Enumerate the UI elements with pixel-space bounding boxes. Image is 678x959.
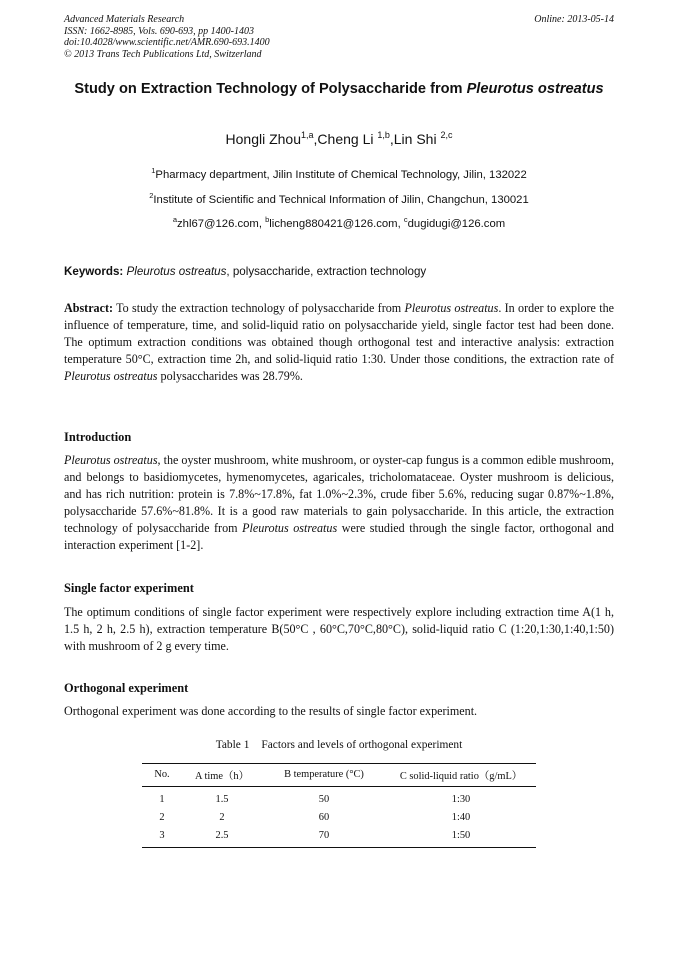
table-cell: 2 xyxy=(219,811,225,823)
affiliation-text: Institute of Scientific and Technical Information of Jilin, Changchun, 130021 xyxy=(153,194,529,206)
author-list xyxy=(64,130,614,147)
keywords-rest: , polysaccharide, extraction technology xyxy=(226,265,427,278)
author-name: Hongli Zhou xyxy=(225,131,302,147)
table-cell: 2.5 xyxy=(182,826,262,848)
abstract-species: Pleurotus ostreatus xyxy=(64,369,158,383)
table-row xyxy=(142,787,536,809)
email-list xyxy=(64,215,614,230)
table-cell: 1 xyxy=(159,793,165,805)
keyword-species: Pleurotus ostreatus xyxy=(126,265,227,278)
title-species: Pleurotus ostreatus xyxy=(466,81,604,97)
orthogonal-heading: Orthogonal experiment xyxy=(64,681,189,695)
email-sup: a xyxy=(172,215,178,224)
author-name: Lin Shi xyxy=(393,131,441,147)
author-sep: , xyxy=(313,131,318,147)
email-sup: c xyxy=(403,215,408,224)
table-header-cell: C solid-liquid ratio（g/mL） xyxy=(386,764,536,787)
table-caption-text: Factors and levels of orthogonal experiment xyxy=(261,739,463,751)
email-link[interactable]: zhl67@126.com, xyxy=(177,218,266,230)
orthogonal-factors-table xyxy=(142,763,536,848)
table-cell: 1:30 xyxy=(451,793,471,805)
author-sep: , xyxy=(389,131,394,147)
table-cell: 50 xyxy=(318,793,330,805)
abstract-paragraph xyxy=(64,300,614,385)
affiliation-sup: 2 xyxy=(149,191,154,200)
keywords-line xyxy=(64,265,426,278)
affiliation-sup: 1 xyxy=(151,166,156,175)
abstract-text: polysaccharides was 28.79%. xyxy=(157,369,303,383)
table-row xyxy=(142,826,536,848)
journal-name: Advanced Materials Research xyxy=(64,14,185,25)
author-sup: 1,b xyxy=(377,130,390,140)
introduction-heading: Introduction xyxy=(64,430,132,444)
table-header-row xyxy=(142,764,536,787)
table-cell: 1:40 xyxy=(451,811,471,823)
abstract-species: Pleurotus ostreatus xyxy=(404,301,499,315)
single-factor-paragraph: The optimum conditions of single factor experiment were respectively explore including extraction time A(1 h, 1.5 h, 2 h, 2.5 h), extraction temperature B(50°C , 60°C,70°C,80°C), solid-liquid ratio C (1:20,1:30,1:40,1:50) with mushroom of 2 g every time. xyxy=(64,605,614,653)
intro-species: Pleurotus ostreatus xyxy=(242,521,338,535)
intro-text: were studied through the single factor, orthogonal and interaction experiment [1-2]. xyxy=(64,521,614,552)
table-header-cell: A time（h） xyxy=(182,764,262,787)
author-sup: 1,a xyxy=(301,130,314,140)
table-cell: 60 xyxy=(318,811,330,823)
table-cell: 2 xyxy=(159,811,165,823)
table-cell: 1:50 xyxy=(386,826,536,848)
table-header-cell: B temperature (°C) xyxy=(262,764,386,787)
abstract-text: To study the extraction technology of polysaccharide from xyxy=(113,301,405,315)
affiliation-1 xyxy=(64,166,614,181)
abstract-text: . In order to explore the influence of temperature, time, and solid-liquid ratio on polysaccharide yield, single factor test had been done. The optimum extraction conditions was obtained though orthogonal test and interactive analysis: extraction temperature 50°C, extraction time 2h, and solid-liquid ratio 1:30. Under those conditions, the extraction rate of xyxy=(64,301,614,366)
table-caption xyxy=(64,739,614,751)
table-label: Table 1 xyxy=(215,739,250,751)
email-sup: b xyxy=(265,215,270,224)
email-link[interactable]: dugidugi@126.com xyxy=(407,218,506,230)
journal-header xyxy=(64,14,270,60)
intro-text: , the oyster mushroom, white mushroom, or oyster-cap fungus is a common edible mushroom, and belongs to basidiomycetes, hymenomycetes, agaricales, tricholomataceae. Oyster mushroom is delicious, and has rich nutrition: protein is 7.8%~17.8%, fat 1.0%~2.3%, crude fiber 5.6%, reducing sugar 0.87%~1.8%, polysaccharide 57.6%~81.8%. It is a good raw materials to gain polysaccharide. In this article, the extraction technology of polysaccharide from xyxy=(64,453,614,535)
title-text: Study on Extraction Technology of Polysaccharide from xyxy=(74,81,467,97)
author-name: Cheng Li xyxy=(317,131,378,147)
orthogonal-paragraph: Orthogonal experiment was done according to the results of single factor experiment. xyxy=(64,704,478,718)
introduction-paragraph xyxy=(64,452,614,554)
affiliation-2 xyxy=(64,191,614,206)
table-cell: 1.5 xyxy=(215,793,229,805)
doi-line: doi:10.4028/www.scientific.net/AMR.690-693.1400 xyxy=(64,37,270,48)
online-date: Online: 2013-05-14 xyxy=(534,14,614,25)
table-row xyxy=(142,808,536,826)
intro-species: Pleurotus ostreatus xyxy=(64,453,158,467)
table-header-cell: No. xyxy=(142,764,182,787)
keywords-label: Keywords: xyxy=(64,265,124,278)
paper-title xyxy=(64,80,614,98)
issn-line: ISSN: 1662-8985, Vols. 690-693, pp 1400-1403 xyxy=(64,25,254,37)
affiliation-text: Pharmacy department, Jilin Institute of Chemical Technology, Jilin, 132022 xyxy=(155,169,527,181)
single-factor-heading: Single factor experiment xyxy=(64,581,194,595)
email-link[interactable]: licheng880421@126.com, xyxy=(269,218,404,230)
table-cell: 3 xyxy=(142,826,182,848)
copyright-line: © 2013 Trans Tech Publications Ltd, Switzerland xyxy=(64,48,262,60)
table-cell: 70 xyxy=(262,826,386,848)
author-sup: 2,c xyxy=(440,130,453,140)
abstract-label: Abstract: xyxy=(64,301,114,315)
